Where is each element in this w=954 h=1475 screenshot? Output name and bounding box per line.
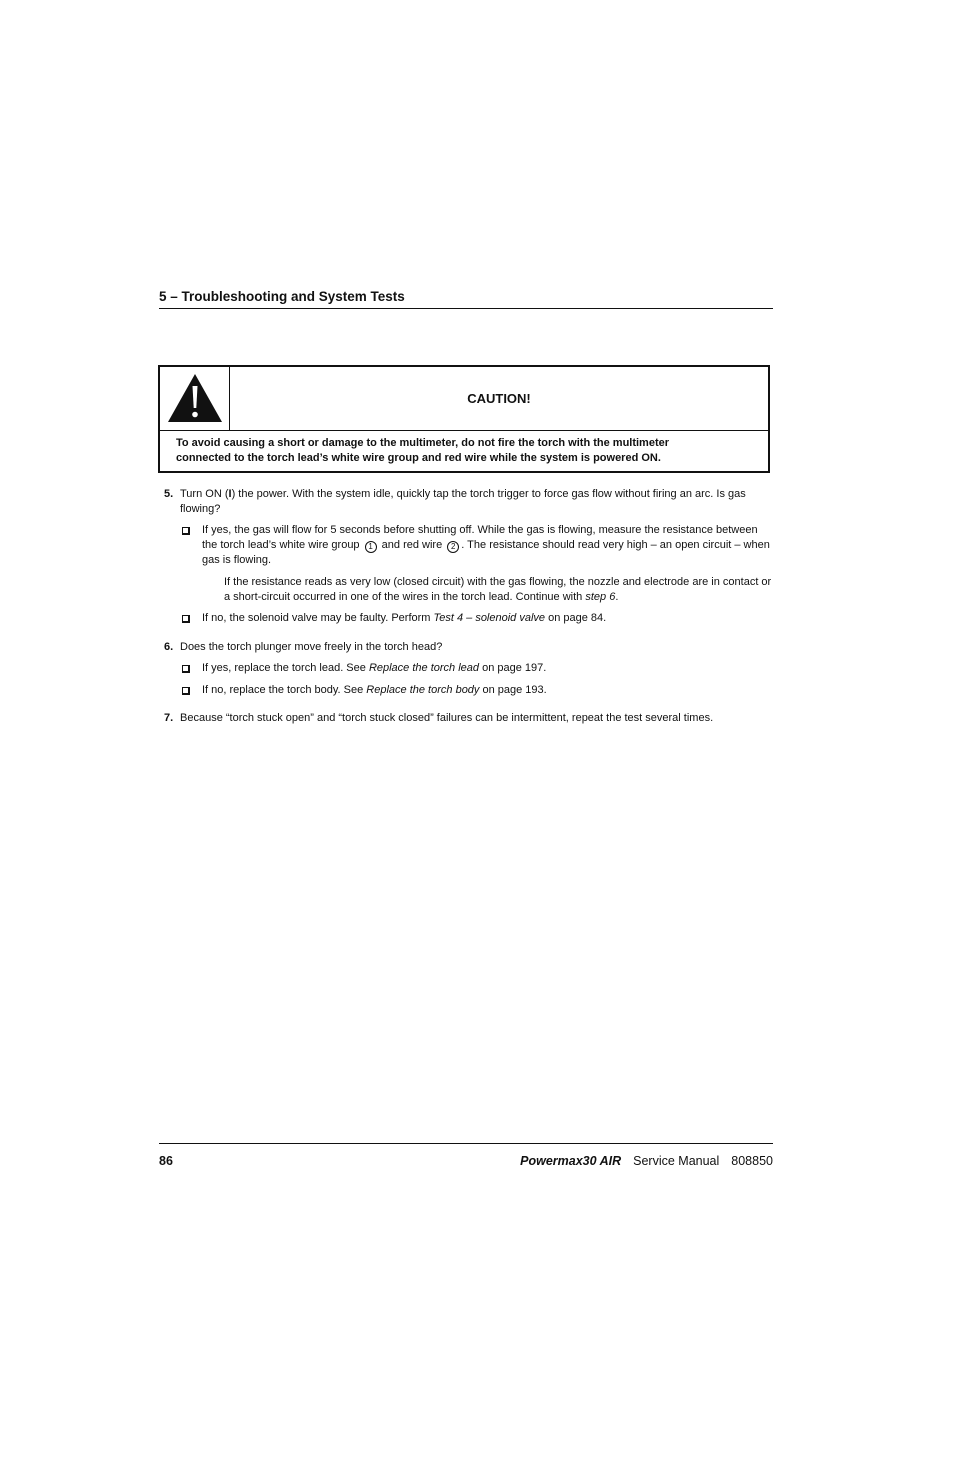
step-text: Because “torch stuck open” and “torch stuck closed” failures can be intermittent, repeat the test several times. (180, 712, 714, 724)
manual-type: Service Manual (633, 1154, 720, 1168)
step-5-no: If no, the solenoid valve may be faulty. Perform Test 4 – solenoid valve on page 84. (180, 611, 774, 626)
callout-2-icon: 2 (447, 541, 459, 553)
step-number: 5. (164, 488, 174, 500)
section-header: 5 – Troubleshooting and System Tests (159, 289, 773, 309)
step-7 (160, 711, 774, 726)
callout-1-icon: 1 (365, 541, 377, 553)
step-text: Does the torch plunger move freely in the torch head? (180, 640, 443, 653)
step-6-yes: If yes, replace the torch lead. See Replace the torch lead on page 197. (180, 661, 774, 676)
step-5 (160, 487, 774, 626)
test-4-link[interactable]: Test 4 – solenoid valve (433, 612, 546, 624)
page-footer (159, 1143, 773, 1168)
procedure-steps (160, 487, 774, 740)
warning-exclamation-icon (167, 373, 223, 423)
product-name: Powermax30 AIR (520, 1154, 622, 1168)
caution-line-2: connected to the torch lead’s white wire group and red wire while the system is powered ON. (176, 451, 661, 464)
step-6-link[interactable]: step 6 (585, 590, 616, 603)
caution-box (158, 365, 770, 473)
step-5-yes: If yes, the gas will flow for 5 seconds before shutting off. While the gas is flowing, measure the resistance between the torch lead’s white wire group 1 and red wire 2 . The resistance should read very high – an open circuit – when gas is flowing. (180, 523, 774, 567)
caution-text (176, 436, 756, 465)
part-number: 808850 (731, 1154, 773, 1168)
replace-torch-lead-link[interactable]: Replace the torch lead (368, 662, 480, 674)
caution-title: CAUTION! (467, 391, 531, 406)
step-text: Turn ON (I) the power. With the system idle, quickly tap the torch trigger to force gas flow without firing an arc. Is gas flowing? (180, 488, 746, 515)
caution-icon-cell (160, 367, 230, 430)
caution-divider (160, 430, 768, 431)
page-number: 86 (159, 1154, 173, 1168)
checkbox-bullet-icon (182, 615, 190, 623)
replace-torch-body-link[interactable]: Replace the torch body (366, 683, 480, 696)
checkbox-bullet-icon (182, 527, 190, 535)
checkbox-bullet-icon (182, 687, 190, 695)
caution-line-1: To avoid causing a short or damage to the multimeter, do not fire the torch with the multimeter (176, 437, 670, 449)
step-6 (160, 640, 774, 698)
checkbox-bullet-icon (182, 665, 190, 673)
step-5-note: If the resistance reads as very low (closed circuit) with the gas flowing, the nozzle and electrode are in contact or a short-circuit occurred in one of the wires in the torch lead. Continue with step 6. (224, 576, 772, 603)
step-6-no: If no, replace the torch body. See Replace the torch body on page 193. (180, 683, 774, 698)
step-number: 7. (164, 712, 174, 724)
step-number: 6. (164, 640, 174, 653)
footer-manual-info (520, 1154, 773, 1168)
